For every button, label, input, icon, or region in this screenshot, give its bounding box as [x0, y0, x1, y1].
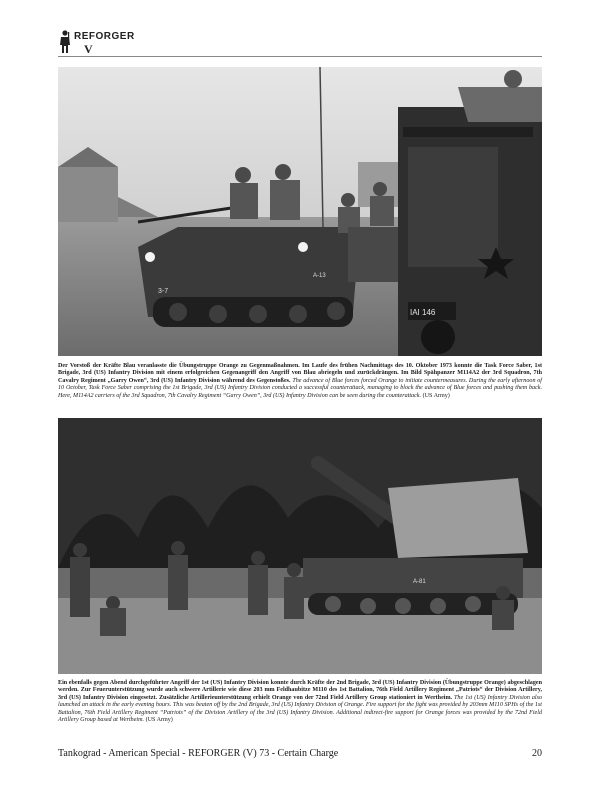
photo2-credit: (US Army) — [145, 717, 173, 724]
photo-m114-counterattack — [58, 67, 542, 356]
gun-hull-marking: A-81 — [413, 579, 426, 585]
hull-marking-left: 3-7 — [158, 288, 169, 295]
photo2-caption-english: The 1st (US) Infantry Division also launched an attack in the early evening hours. This was beaten off by the 2nd Brigade, 3rd (US) Infantry Division of Orange. Fire support for the fight was provided by 203mm M110 SPHs of the 1st Battalion, 76th Field Artillery Regiment “Patriots” of the Division Artillery of the 3rd (US) Infantry Division. Additional indirect-fire support for Orange forces was provided by the 72nd Field Artillery Group based at Wertheim. — [58, 694, 542, 724]
truck-plate: IAI 146 — [410, 308, 436, 317]
page-footer — [58, 748, 542, 759]
logo-numeral: V — [84, 42, 93, 56]
header-rule — [58, 56, 542, 57]
photo1-credit: (US Army) — [422, 392, 450, 399]
reforger-logo — [58, 30, 135, 56]
photo1-caption-english: The advance of Blue forces forced Orange to initiate countermeasures. During the early afternoon of 10 October, Task Force Saber comprising the 1st Brigade, 3rd (US) Infantry Division conducted a successful counterattack, managing to block the advance of Blue forces and pushing them back. Here, M114A2 carriers of the 3rd Squadron, 7th Cavalry Regiment “Garry Owen”, 3rd (US) Infantry Division can be seen during the counterattack. — [58, 377, 543, 399]
photo1-caption-german: Der Vorstoß der Kräfte Blau veranlasste die Übungstruppe Orange zu Gegenmaßnahmen. Im Laufe des frühen Nachmittags des 10. Oktober 1973 konnte die Task Force Saber, 1st Brigade, 3rd (US) Infantry Division mit einem erfolgreichen Gegenangriff den Angriff von Blau abriegeln und zurückdrängen. Im Bild Spähpanzer M114A2 der 3rd Squadron, 7th Cavalry Regiment „Garry Owen“, 3rd (US) Infantry Division während des Gegenstoßes. — [58, 363, 542, 384]
page-number: 20 — [532, 748, 542, 759]
logo-wordmark: REFORGER — [74, 31, 135, 42]
photo1-caption — [58, 363, 542, 400]
photo2-caption-german: Ein ebenfalls gegen Abend durchgeführter Angriff der 1st (US) Infantry Division konnte durch Kräfte der 2nd Brigade, 3rd (US) Infantry Division (Übungstruppe Orange) abgeschlagen werden. Zur Feuerunterstützung wurde auch schwere Artillerie wie diese 203 mm Feldhaubitze M110 des 1st Battalion, 76th Field Artillery Regiment „Patriots“ der Division Artillery, 3rd (US) Infantry Division eingesetzt. Zusätzliche Artillerieunterstützung erhielt Orange von der 72nd Field Artillery Group stationiert in Wertheim. — [58, 680, 542, 701]
soldier-emblem-icon — [58, 30, 72, 54]
hull-marking-right: A-13 — [313, 273, 326, 279]
footer-title: Tankograd - American Special - REFORGER (V) 73 - Certain Charge — [58, 748, 339, 759]
photo-m110-howitzer — [58, 418, 542, 674]
photo2-caption — [58, 680, 542, 724]
